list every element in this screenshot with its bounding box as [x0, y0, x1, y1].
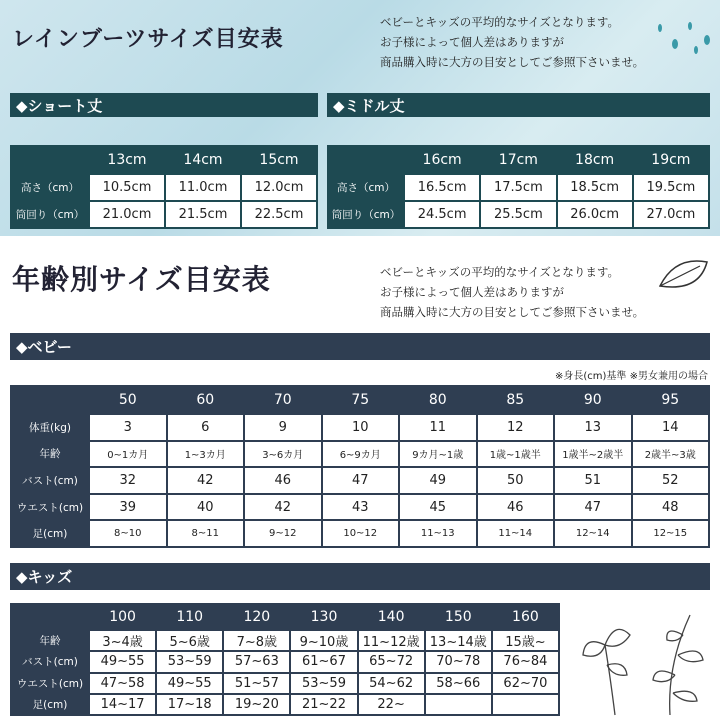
row-label: 年齢 [39, 448, 61, 461]
size-header: 17cm [498, 152, 538, 168]
table-cell: 16.5cm [405, 175, 479, 200]
age-note [380, 262, 644, 322]
table-cell: 12~14 [555, 521, 631, 546]
row-label: バスト(cm) [22, 474, 78, 487]
table-cell: 17~18 [157, 695, 222, 714]
table-cell: 50 [478, 468, 554, 493]
table-cell: 53~59 [157, 652, 222, 671]
table-cell: 1歳半~2歳半 [555, 442, 631, 467]
table-cell: 21.0cm [90, 202, 164, 227]
table-cell: 65~72 [359, 652, 424, 671]
table-cell: 13 [555, 415, 631, 440]
size-header: 60 [196, 392, 215, 408]
table-cell: 51~57 [224, 674, 289, 693]
table-cell: 51 [555, 468, 631, 493]
table-cell: 3~4歳 [90, 631, 155, 650]
table-cell: 58~66 [426, 674, 491, 693]
table-cell: 11 [400, 415, 476, 440]
table-cell: 21~22 [291, 695, 356, 714]
kids-header: ◆キッズ [10, 563, 710, 590]
middle-table [327, 145, 710, 229]
table-cell: 26.0cm [558, 202, 632, 227]
table-cell: 47~58 [90, 674, 155, 693]
size-header: 50 [118, 392, 137, 408]
corner-cell [329, 147, 403, 173]
table-cell: 11~14 [478, 521, 554, 546]
size-header: 140 [377, 609, 405, 625]
leaf-icon [655, 256, 710, 296]
table-cell: 18.5cm [558, 175, 632, 200]
table-cell: 32 [90, 468, 166, 493]
row-label: バスト(cm) [22, 656, 78, 669]
row-label: 高さ（cm） [336, 182, 395, 194]
table-cell: 49~55 [157, 674, 222, 693]
corner-cell [12, 605, 88, 629]
table-cell: 14 [633, 415, 709, 440]
table-cell [493, 695, 558, 714]
size-header: 75 [351, 392, 370, 408]
table-cell: 9カ月~1歳 [400, 442, 476, 467]
table-cell: 54~62 [359, 674, 424, 693]
table-cell: 11~12歳 [359, 631, 424, 650]
table-cell: 13~14歳 [426, 631, 491, 650]
rain-note [380, 12, 644, 72]
table-cell: 0~1カ月 [90, 442, 166, 467]
baby-footnote: ※身長(cm)基準 ※男女兼用の場合 [555, 371, 708, 382]
size-header: 120 [243, 609, 271, 625]
table-cell: 3 [90, 415, 166, 440]
plant-illustration-icon [575, 605, 710, 717]
table-cell: 8~10 [90, 521, 166, 546]
table-cell [426, 695, 491, 714]
table-cell: 1~3カ月 [168, 442, 244, 467]
table-cell: 76~84 [493, 652, 558, 671]
size-header: 80 [428, 392, 447, 408]
table-cell: 40 [168, 495, 244, 520]
table-cell: 48 [633, 495, 709, 520]
size-header: 15cm [259, 152, 299, 168]
table-cell: 47 [323, 468, 399, 493]
size-header: 110 [176, 609, 204, 625]
note-line: 商品購入時に大方の目安としてご参照下さいませ。 [380, 55, 645, 69]
size-header: 70 [273, 392, 292, 408]
table-cell: 10.5cm [90, 175, 164, 200]
size-header: 150 [444, 609, 472, 625]
size-header: 85 [506, 392, 525, 408]
table-cell: 61~67 [291, 652, 356, 671]
table-cell: 19~20 [224, 695, 289, 714]
row-label: 体重(kg) [29, 421, 71, 434]
table-cell: 9 [245, 415, 321, 440]
middle-header: ◆ミドル丈 [327, 93, 710, 117]
table-cell: 47 [555, 495, 631, 520]
table-cell: 12 [478, 415, 554, 440]
table-cell: 25.5cm [481, 202, 555, 227]
table-cell: 9~10歳 [291, 631, 356, 650]
table-cell: 19.5cm [634, 175, 708, 200]
table-cell: 42 [168, 468, 244, 493]
table-cell: 39 [90, 495, 166, 520]
table-cell: 45 [400, 495, 476, 520]
table-cell: 57~63 [224, 652, 289, 671]
table-cell: 43 [323, 495, 399, 520]
table-cell: 6 [168, 415, 244, 440]
table-cell: 1歳~1歳半 [478, 442, 554, 467]
table-cell: 5~6歳 [157, 631, 222, 650]
size-header: 100 [109, 609, 136, 625]
note-line: 商品購入時に大方の目安としてご参照下さいませ。 [380, 305, 645, 319]
table-cell: 24.5cm [405, 202, 479, 227]
table-cell: 22~ [359, 695, 424, 714]
table-cell: 52 [633, 468, 709, 493]
size-header: 95 [661, 392, 680, 408]
table-cell: 22.5cm [242, 202, 316, 227]
kids-table [10, 603, 560, 716]
corner-cell [12, 387, 88, 413]
row-label: ウエスト(cm) [16, 677, 84, 690]
raindrops-icon [650, 18, 720, 58]
table-cell: 70~78 [426, 652, 491, 671]
table-cell: 11.0cm [166, 175, 240, 200]
table-cell: 10 [323, 415, 399, 440]
size-header: 14cm [183, 152, 223, 168]
size-header: 90 [583, 392, 602, 408]
table-cell: 49~55 [90, 652, 155, 671]
note-line: お子様によって個人差はありますが [380, 35, 564, 49]
row-label: 筒回り（cm） [15, 209, 85, 221]
rain-title: レインブーツサイズ目安表 [12, 27, 284, 52]
table-cell: 6~9カ月 [323, 442, 399, 467]
table-cell: 8~11 [168, 521, 244, 546]
table-cell: 3~6カ月 [245, 442, 321, 467]
table-cell: 11~13 [400, 521, 476, 546]
table-cell: 62~70 [493, 674, 558, 693]
short-header: ◆ショート丈 [10, 93, 318, 117]
table-cell: 42 [245, 495, 321, 520]
table-cell: 53~59 [291, 674, 356, 693]
table-cell: 46 [245, 468, 321, 493]
table-cell: 46 [478, 495, 554, 520]
row-label: 足(cm) [32, 528, 68, 541]
note-line: お子様によって個人差はありますが [380, 285, 564, 299]
table-cell: 7~8歳 [224, 631, 289, 650]
table-cell: 12.0cm [242, 175, 316, 200]
table-cell: 27.0cm [634, 202, 708, 227]
row-label: 筒回り（cm） [331, 209, 401, 221]
size-header: 16cm [422, 152, 462, 168]
row-label: 高さ（cm） [20, 182, 79, 194]
size-header: 19cm [651, 152, 691, 168]
table-cell: 49 [400, 468, 476, 493]
short-table [10, 145, 318, 229]
row-label: 足(cm) [32, 698, 68, 711]
age-title: 年齢別サイズ目安表 [12, 263, 271, 296]
table-cell: 15歳~ [493, 631, 558, 650]
table-cell: 12~15 [633, 521, 709, 546]
row-label: 年齢 [39, 635, 61, 648]
table-cell: 14~17 [90, 695, 155, 714]
table-cell: 10~12 [323, 521, 399, 546]
size-header: 18cm [575, 152, 615, 168]
note-line: ベビーとキッズの平均的なサイズとなります。 [380, 15, 619, 29]
corner-cell [12, 147, 88, 173]
baby-table [10, 385, 710, 548]
table-cell: 21.5cm [166, 202, 240, 227]
table-cell: 2歳半~3歳 [633, 442, 709, 467]
row-label: ウエスト(cm) [16, 501, 84, 514]
size-header: 13cm [107, 152, 147, 168]
size-header: 130 [310, 609, 338, 625]
note-line: ベビーとキッズの平均的なサイズとなります。 [380, 265, 619, 279]
baby-header: ◆ベビー [10, 333, 710, 360]
size-header: 160 [512, 609, 539, 625]
table-cell: 9~12 [245, 521, 321, 546]
table-cell: 17.5cm [481, 175, 555, 200]
